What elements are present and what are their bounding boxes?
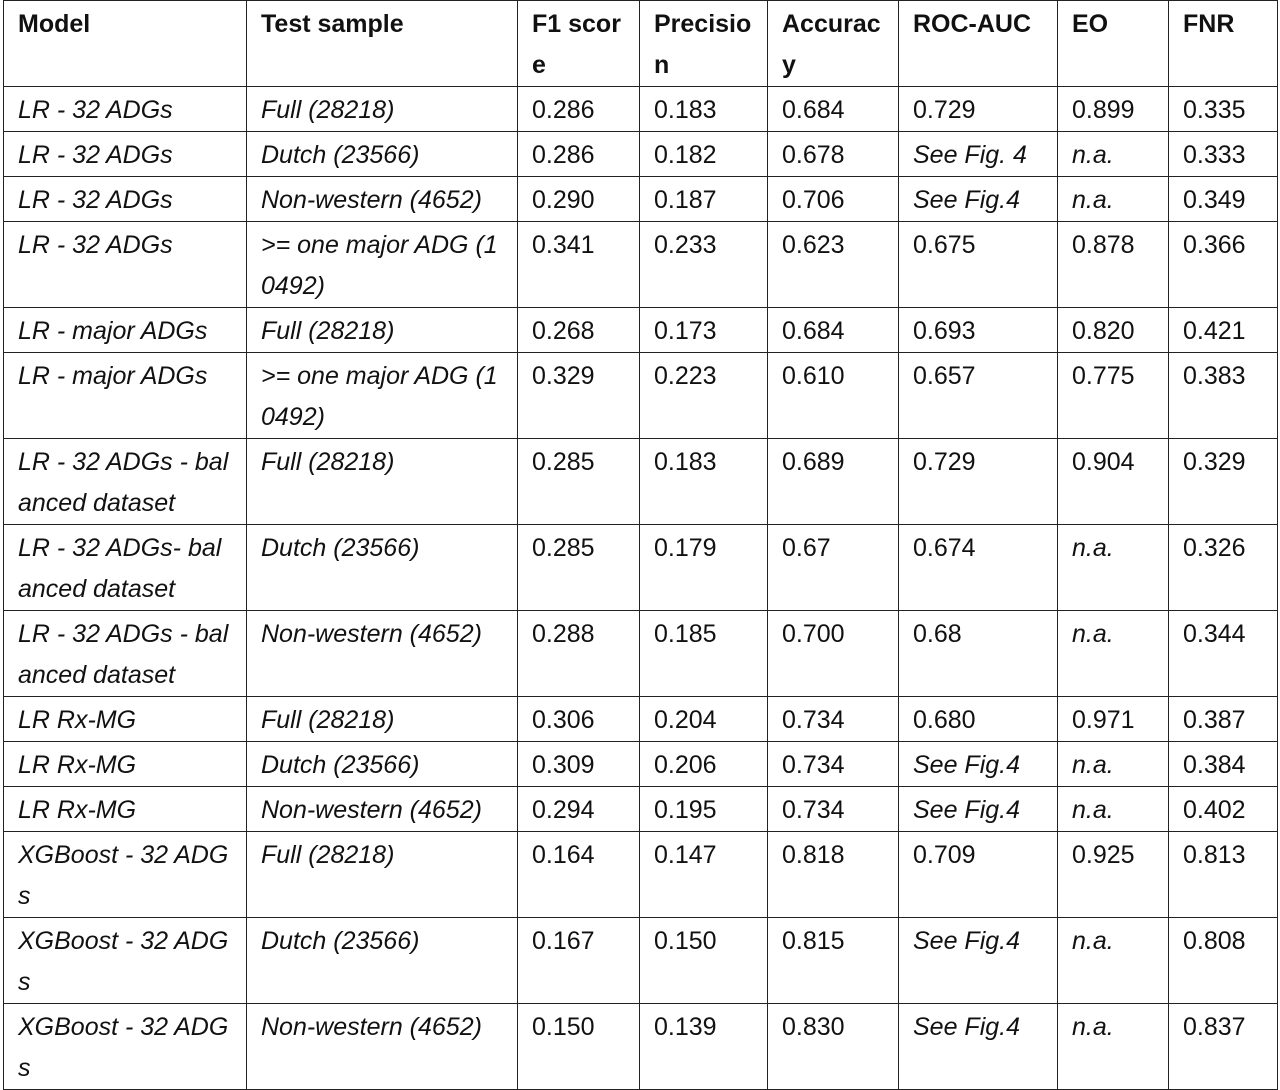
- cell-accuracy: 0.700: [768, 611, 899, 697]
- cell-eo: 0.904: [1058, 439, 1169, 525]
- cell-roc-auc: See Fig.4: [899, 918, 1058, 1004]
- cell-roc-auc: See Fig. 4: [899, 132, 1058, 177]
- cell-precision: 0.185: [640, 611, 768, 697]
- cell-roc-auc: 0.729: [899, 439, 1058, 525]
- cell-model: XGBoost - 32 ADGs: [4, 832, 247, 918]
- cell-precision: 0.173: [640, 308, 768, 353]
- cell-accuracy: 0.734: [768, 697, 899, 742]
- cell-precision: 0.179: [640, 525, 768, 611]
- table-row: [4, 222, 1278, 308]
- header-row: [4, 1, 1278, 87]
- cell-eo: 0.820: [1058, 308, 1169, 353]
- cell-eo: n.a.: [1058, 918, 1169, 1004]
- cell-fnr: 0.335: [1169, 87, 1278, 132]
- cell-precision: 0.183: [640, 439, 768, 525]
- cell-f1-score: 0.285: [518, 439, 640, 525]
- cell-roc-auc: 0.675: [899, 222, 1058, 308]
- cell-accuracy: 0.684: [768, 308, 899, 353]
- cell-test-sample: Dutch (23566): [247, 742, 518, 787]
- cell-f1-score: 0.306: [518, 697, 640, 742]
- cell-f1-score: 0.290: [518, 177, 640, 222]
- table-row: [4, 742, 1278, 787]
- header-f1-score: F1 score: [518, 1, 640, 87]
- cell-f1-score: 0.164: [518, 832, 640, 918]
- table-row: [4, 87, 1278, 132]
- cell-f1-score: 0.268: [518, 308, 640, 353]
- cell-eo: n.a.: [1058, 1004, 1169, 1090]
- cell-model: LR Rx-MG: [4, 787, 247, 832]
- cell-model: LR - 32 ADGs - balanced dataset: [4, 611, 247, 697]
- cell-f1-score: 0.309: [518, 742, 640, 787]
- cell-model: XGBoost - 32 ADGs: [4, 1004, 247, 1090]
- cell-accuracy: 0.815: [768, 918, 899, 1004]
- cell-eo: n.a.: [1058, 177, 1169, 222]
- cell-test-sample: Dutch (23566): [247, 918, 518, 1004]
- cell-model: LR - major ADGs: [4, 353, 247, 439]
- cell-eo: n.a.: [1058, 132, 1169, 177]
- cell-fnr: 0.326: [1169, 525, 1278, 611]
- cell-f1-score: 0.167: [518, 918, 640, 1004]
- cell-roc-auc: See Fig.4: [899, 787, 1058, 832]
- table-row: [4, 308, 1278, 353]
- cell-roc-auc: 0.680: [899, 697, 1058, 742]
- cell-accuracy: 0.706: [768, 177, 899, 222]
- header-accuracy: Accuracy: [768, 1, 899, 87]
- results-table: [3, 0, 1278, 1090]
- cell-test-sample: Non-western (4652): [247, 177, 518, 222]
- table-row: [4, 132, 1278, 177]
- table-row: [4, 439, 1278, 525]
- table-row: [4, 918, 1278, 1004]
- cell-roc-auc: 0.729: [899, 87, 1058, 132]
- cell-test-sample: Full (28218): [247, 697, 518, 742]
- cell-roc-auc: See Fig.4: [899, 177, 1058, 222]
- cell-accuracy: 0.734: [768, 742, 899, 787]
- cell-model: LR - 32 ADGs- balanced dataset: [4, 525, 247, 611]
- cell-model: LR Rx-MG: [4, 697, 247, 742]
- table-row: [4, 787, 1278, 832]
- cell-model: LR - 32 ADGs: [4, 87, 247, 132]
- cell-fnr: 0.333: [1169, 132, 1278, 177]
- cell-accuracy: 0.684: [768, 87, 899, 132]
- cell-roc-auc: 0.68: [899, 611, 1058, 697]
- cell-fnr: 0.349: [1169, 177, 1278, 222]
- cell-f1-score: 0.285: [518, 525, 640, 611]
- cell-accuracy: 0.678: [768, 132, 899, 177]
- cell-precision: 0.206: [640, 742, 768, 787]
- cell-test-sample: Dutch (23566): [247, 132, 518, 177]
- cell-precision: 0.150: [640, 918, 768, 1004]
- cell-model: LR - major ADGs: [4, 308, 247, 353]
- cell-test-sample: Full (28218): [247, 832, 518, 918]
- cell-roc-auc: See Fig.4: [899, 1004, 1058, 1090]
- cell-precision: 0.233: [640, 222, 768, 308]
- table-row: [4, 832, 1278, 918]
- header-model: Model: [4, 1, 247, 87]
- cell-precision: 0.183: [640, 87, 768, 132]
- cell-model: LR Rx-MG: [4, 742, 247, 787]
- cell-test-sample: Non-western (4652): [247, 611, 518, 697]
- cell-f1-score: 0.288: [518, 611, 640, 697]
- cell-model: XGBoost - 32 ADGs: [4, 918, 247, 1004]
- cell-fnr: 0.384: [1169, 742, 1278, 787]
- table-row: [4, 697, 1278, 742]
- cell-f1-score: 0.329: [518, 353, 640, 439]
- cell-test-sample: Full (28218): [247, 87, 518, 132]
- cell-accuracy: 0.818: [768, 832, 899, 918]
- cell-roc-auc: 0.657: [899, 353, 1058, 439]
- cell-eo: 0.878: [1058, 222, 1169, 308]
- cell-fnr: 0.808: [1169, 918, 1278, 1004]
- cell-precision: 0.187: [640, 177, 768, 222]
- cell-test-sample: Non-western (4652): [247, 787, 518, 832]
- cell-f1-score: 0.150: [518, 1004, 640, 1090]
- table-row: [4, 353, 1278, 439]
- cell-fnr: 0.421: [1169, 308, 1278, 353]
- cell-test-sample: >= one major ADG (10492): [247, 353, 518, 439]
- cell-fnr: 0.329: [1169, 439, 1278, 525]
- cell-accuracy: 0.689: [768, 439, 899, 525]
- table-row: [4, 177, 1278, 222]
- cell-precision: 0.139: [640, 1004, 768, 1090]
- cell-accuracy: 0.623: [768, 222, 899, 308]
- cell-model: LR - 32 ADGs: [4, 222, 247, 308]
- table-row: [4, 525, 1278, 611]
- cell-precision: 0.147: [640, 832, 768, 918]
- cell-eo: n.a.: [1058, 525, 1169, 611]
- cell-eo: 0.925: [1058, 832, 1169, 918]
- table-row: [4, 611, 1278, 697]
- cell-eo: n.a.: [1058, 742, 1169, 787]
- cell-roc-auc: 0.693: [899, 308, 1058, 353]
- cell-accuracy: 0.830: [768, 1004, 899, 1090]
- cell-f1-score: 0.286: [518, 132, 640, 177]
- cell-eo: n.a.: [1058, 611, 1169, 697]
- header-roc-auc: ROC-AUC: [899, 1, 1058, 87]
- cell-precision: 0.204: [640, 697, 768, 742]
- cell-eo: 0.899: [1058, 87, 1169, 132]
- cell-accuracy: 0.610: [768, 353, 899, 439]
- header-eo: EO: [1058, 1, 1169, 87]
- cell-f1-score: 0.286: [518, 87, 640, 132]
- cell-fnr: 0.813: [1169, 832, 1278, 918]
- table-row: [4, 1004, 1278, 1090]
- cell-eo: 0.775: [1058, 353, 1169, 439]
- cell-fnr: 0.837: [1169, 1004, 1278, 1090]
- cell-test-sample: Dutch (23566): [247, 525, 518, 611]
- cell-fnr: 0.387: [1169, 697, 1278, 742]
- cell-roc-auc: See Fig.4: [899, 742, 1058, 787]
- cell-f1-score: 0.294: [518, 787, 640, 832]
- cell-fnr: 0.383: [1169, 353, 1278, 439]
- cell-eo: 0.971: [1058, 697, 1169, 742]
- cell-fnr: 0.344: [1169, 611, 1278, 697]
- cell-model: LR - 32 ADGs: [4, 177, 247, 222]
- cell-roc-auc: 0.709: [899, 832, 1058, 918]
- header-fnr: FNR: [1169, 1, 1278, 87]
- cell-test-sample: Full (28218): [247, 308, 518, 353]
- cell-precision: 0.182: [640, 132, 768, 177]
- cell-precision: 0.195: [640, 787, 768, 832]
- cell-fnr: 0.366: [1169, 222, 1278, 308]
- cell-model: LR - 32 ADGs - balanced dataset: [4, 439, 247, 525]
- cell-accuracy: 0.67: [768, 525, 899, 611]
- cell-test-sample: Non-western (4652): [247, 1004, 518, 1090]
- cell-test-sample: Full (28218): [247, 439, 518, 525]
- cell-model: LR - 32 ADGs: [4, 132, 247, 177]
- cell-precision: 0.223: [640, 353, 768, 439]
- cell-f1-score: 0.341: [518, 222, 640, 308]
- cell-accuracy: 0.734: [768, 787, 899, 832]
- cell-eo: n.a.: [1058, 787, 1169, 832]
- header-precision: Precision: [640, 1, 768, 87]
- cell-test-sample: >= one major ADG (10492): [247, 222, 518, 308]
- header-test-sample: Test sample: [247, 1, 518, 87]
- cell-roc-auc: 0.674: [899, 525, 1058, 611]
- cell-fnr: 0.402: [1169, 787, 1278, 832]
